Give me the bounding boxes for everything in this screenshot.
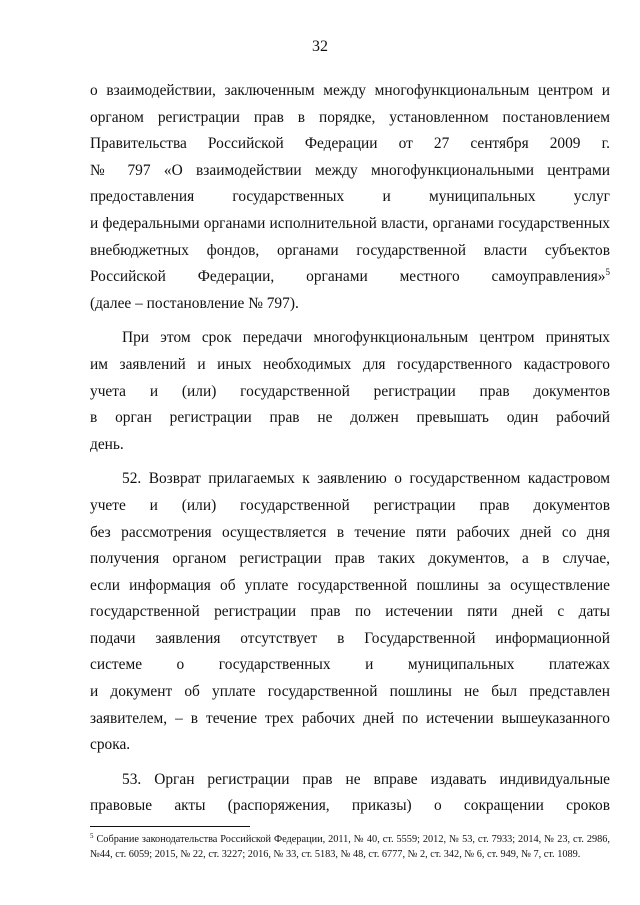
text-line: подачи заявления отсутствует в Государственной информационной [90,629,610,647]
footnote-reference: 5 [605,267,610,278]
text-line: правовые акты (распоряжения, приказы) о сокращении сроков [90,797,610,815]
text-line: системе о государственных и муниципальных платежах [90,656,610,674]
text-line: предоставления государственных и муниципальных услуг [90,188,610,206]
paragraph-2 [90,325,610,458]
text-line: государственной регистрации прав по истечении пяти дней с даты [90,603,610,621]
text-line: учете и (или) государственной регистрации прав документов [90,496,610,514]
document-body [90,78,610,820]
text-line: и документ об уплате государственной пошлины не был представлен [90,683,610,701]
text-line: № 797 «О взаимодействии между многофункциональными центрами [90,161,610,179]
text-line: 53. Орган регистрации прав не вправе издавать индивидуальные [122,770,610,788]
page-number: 32 [312,38,328,55]
text-line: Российской Федерации, органами местного самоуправления» [90,268,606,286]
text-line-with-footnote [90,264,610,291]
text-line: (далее – постановление № 797). [90,294,299,312]
text-line: им заявлений и иных необходимых для государственного кадастрового [90,355,610,373]
text-line: без рассмотрения осуществляется в течение пяти рабочих дней со дня [90,523,610,541]
text-line: органом регистрации прав в порядке, установленном постановлением [90,108,610,126]
paragraph-1 [90,78,610,317]
text-line: и федеральными органами исполнительной власти, органами государственных [90,214,610,232]
text-line: При этом срок передачи многофункциональным центром принятых [122,329,610,347]
text-line: 52. Возврат прилагаемых к заявлению о государственном кадастровом [122,470,610,488]
paragraph-52 [90,466,610,759]
text-line: день. [90,435,124,453]
text-line: в орган регистрации прав не должен превышать один рабочий [90,409,610,427]
text-line: о взаимодействии, заключенным между многофункциональным центром и [90,82,610,99]
text-line: Правительства Российской Федерации от 27 сентября 2009 г. [90,135,610,153]
text-line: учета и (или) государственной регистрации прав документов [90,382,610,400]
text-line: заявителем, – в течение трех рабочих дней по истечении вышеуказанного [90,709,610,727]
text-line: если информация об уплате государственной пошлины за осуществление [90,576,610,594]
footnote-text: Собрание законодательства Российской Федерации, 2011, № 40, ст. 5559; 2012, № 53, ст. 7933; 2014, № 23, ст. 2986, №44, ст. 6059; 2015, № 22, ст. 3227; 2016, № 33, ст. 5183, № 48, ст. 6777, № 2, ст. 342, № 6, ст. 949, № 7, ст. 1089. [90,834,611,860]
footnote-marker: 5 [90,832,94,840]
text-line: внебюджетных фондов, органами государственной власти субъектов [90,241,610,259]
text-line: срока. [90,736,131,754]
footnote-divider [90,826,250,827]
footnote [90,833,610,862]
text-line: получения органом регистрации прав таких документов, а в случае, [90,550,610,568]
paragraph-53 [90,767,610,820]
